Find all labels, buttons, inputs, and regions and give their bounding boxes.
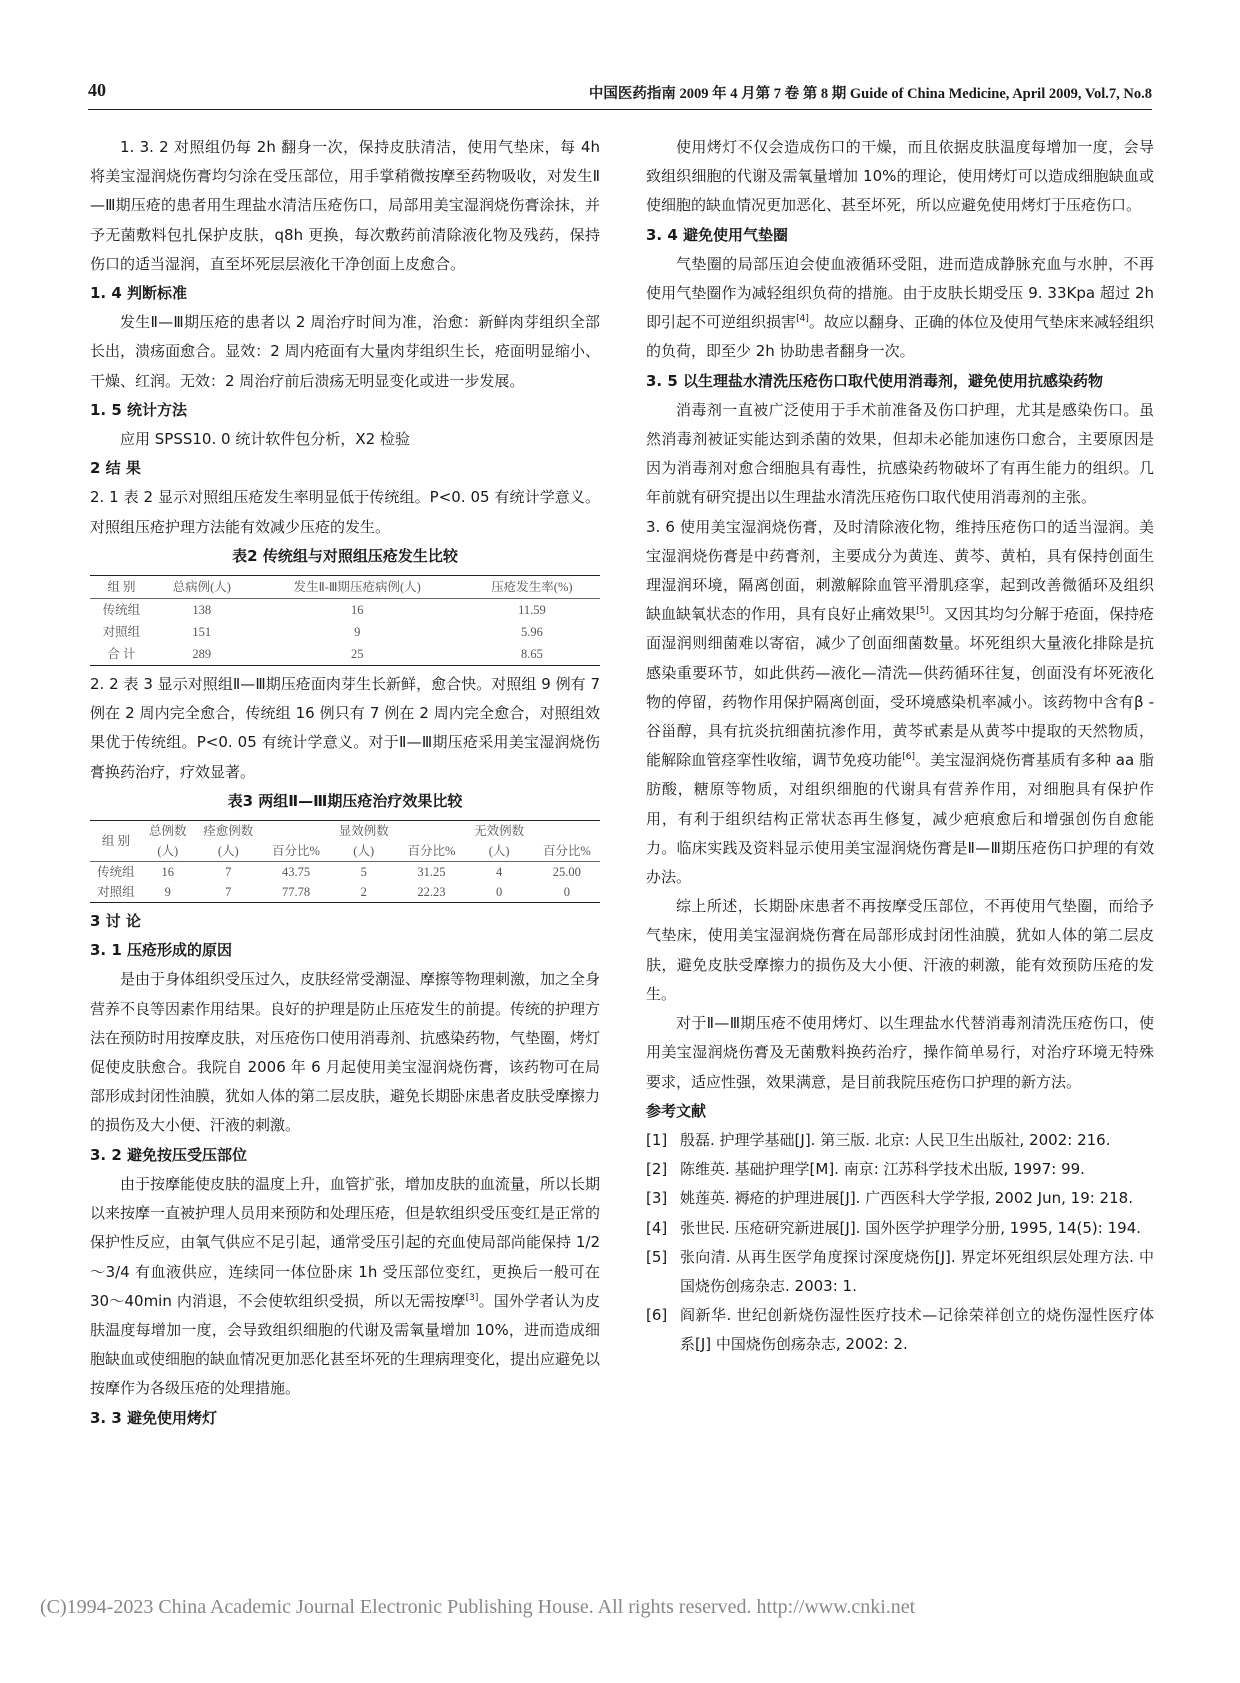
table-2 [90, 575, 600, 666]
reference-text: 殷磊. 护理学基础[J]. 第三版. 北京: 人民卫生出版社, 2002: 216. [680, 1130, 1111, 1149]
table-cell: 0 [465, 882, 534, 903]
heading-3-3: 3. 3 避免使用烤灯 [90, 1408, 218, 1427]
table-header: (人) [353, 844, 375, 859]
table-cell: 2 [329, 882, 398, 903]
reference-item [646, 1184, 1154, 1213]
table-cell: 31.25 [417, 865, 446, 880]
table-cell: 4 [495, 865, 503, 880]
table-cell: 22.23 [398, 882, 464, 903]
reference-number: [6] [646, 1306, 668, 1325]
table-cell: 传统组 [102, 603, 141, 618]
heading-3-2: 3. 2 避免按压受压部位 [90, 1145, 248, 1164]
table-row [90, 621, 600, 643]
table-cell: 合 计 [90, 643, 153, 666]
table-header: 痊愈例数 [194, 821, 263, 842]
journal-header: 中国医药指南 2009 年 4 月第 7 卷 第 8 期 Guide of China Medicine, April 2009, Vol.7, No.8 [588, 86, 1152, 102]
reference-text: 陈维英. 基础护理学[M]. 南京: 江苏科学技术出版, 1997: 99. [680, 1160, 1085, 1179]
table-header: 百分比% [542, 844, 591, 859]
paragraph-3-5: 消毒剂一直被广泛使用于手术前准备及伤口护理，尤其是感染伤口。虽然消毒剂被证实能达到杀菌的效果，但却未必能加速伤口愈合，主要原因是因为消毒剂对愈合细胞具有毒性，抗感染药物破坏了有再生能力的组织。几年前就有研究提出以生理盐水清洗压疮伤口取代使用消毒剂的主张。 [646, 400, 1154, 507]
paragraph-3-6-part-a: 3. 6 使用美宝湿润烧伤膏，及时清除液化物，维持压疮伤口的适当湿润。美宝湿润烧伤膏是中药膏剂，主要成分为黄连、黄芩、黄柏，具有保持创面生理湿润环境，隔离创面，刺激解除血管平滑肌痉挛，起到改善微循环及组织缺血缺氧状态的作用，具有良好止痛效果 [646, 517, 1154, 624]
heading-1-5: 1. 5 统计方法 [90, 400, 188, 419]
table-3 [90, 820, 600, 903]
heading-1-4: 1. 4 判断标准 [90, 284, 188, 303]
table-cell: 16 [350, 603, 364, 618]
reference-item [646, 1126, 1154, 1155]
left-column [90, 133, 600, 1433]
table-header: 组 别 [90, 821, 142, 862]
summary-paragraph-2: 对于Ⅱ—Ⅲ期压疮不使用烤灯、以生理盐水代替消毒剂清洗压疮伤口，使用美宝湿润烧伤膏及无菌敷料换药治疗，操作简单易行，对治疗环境无特殊要求，适应性强，效果满意，是目前我院压疮伤口护理的新方法。 [646, 1014, 1154, 1091]
reference-text: 阎新华. 世纪创新烧伤湿性医疗技术—记徐荣祥创立的烧伤湿性医疗体系[J] 中国烧伤创疡杂志, 2002: 2. [680, 1306, 1154, 1354]
heading-3-5: 3. 5 以生理盐水清洗压疮伤口取代使用消毒剂，避免使用抗感染药物 [646, 371, 1104, 390]
paragraph-3-6-part-c: 。美宝湿润烧伤膏基质有多种 aa 脂肪酸，糖原等物质，对组织细胞的代谢具有营养作用，对细胞具有保护作用，有利于组织结构正常状态再生修复，减少疤痕愈后和增强创伤自愈能力。临床实践及资料显示使用美宝湿润烧伤膏是Ⅱ—Ⅲ期压疮伤口护理的有效办法。 [646, 751, 1154, 887]
table-cell: 9 [354, 625, 361, 640]
table-cell: 138 [192, 603, 212, 618]
paragraph-3-4-part-b: 。故应以翻身、正确的体位及使用气垫床来减轻组织的负荷，即至少 2h 协助患者翻身一次。 [646, 313, 1154, 361]
table-cell: 43.75 [281, 865, 311, 880]
reference-number: [5] [646, 1247, 668, 1266]
citation-3: [3] [465, 1292, 479, 1303]
copyright-footer: (C)1994-2023 China Academic Journal Electronic Publishing House. All rights reserved. http://www.cnki.net [40, 1596, 916, 1618]
heading-2: 2 结 果 [90, 459, 141, 478]
table-cell: 16 [161, 865, 175, 880]
paragraph-3-3: 使用烤灯不仅会造成伤口的干燥，而且依据皮肤温度每增加一度，会导致组织细胞的代谢及需氧量增加 10%的理论，使用烤灯可以造成细胞缺血或使细胞的缺血情况更加恶化、甚至坏死，所以应避免使用烤灯于压疮伤口。 [646, 138, 1154, 215]
paragraph-3-2 [90, 1170, 600, 1404]
reference-number: [2] [646, 1160, 668, 1179]
reference-item [646, 1214, 1154, 1243]
heading-3-1: 3. 1 压疮形成的原因 [90, 941, 233, 960]
right-column [646, 133, 1154, 1360]
reference-number: [3] [646, 1189, 668, 1208]
table-cell: 7 [194, 882, 263, 903]
table-header: 显效例数 [329, 821, 398, 842]
paragraph-3-2-part-a: 由于按摩能使皮肤的温度上升，血管扩张，增加皮肤的血流量，所以长期以来按摩一直被护理人员用来预防和处理压疮，但是软组织受压变红是正常的保护性反应，由氧气供应不足引起，通常受压引起的充血使局部尚能保持 1/2～3/4 有血液供应，连续同一体位卧床 1h 受压部位变红，更换后一般可在 30～40min 内消退，不会使软组织受损，所以无需按摩 [90, 1174, 601, 1310]
reference-item [646, 1243, 1154, 1301]
table-header [398, 821, 464, 842]
reference-number: [4] [646, 1218, 668, 1237]
table-cell: 25.00 [552, 865, 581, 880]
table-row [90, 643, 600, 666]
table-cell: 77.78 [263, 882, 329, 903]
table-header: 总例数 [142, 821, 194, 842]
paragraph-3-4-part-a: 气垫圈的局部压迫会使血液循环受阻，进而造成静脉充血与水肿，不再使用气垫圈作为减轻组织负荷的措施。由于皮肤长期受压 9. 33Kpa 超过 2h 即引起不可逆组织损害 [646, 254, 1154, 332]
table-header [263, 821, 329, 842]
table-row [90, 882, 600, 903]
table-header: (人) [488, 844, 510, 859]
table-cell: 0 [534, 882, 600, 903]
heading-3-4: 3. 4 避免使用气垫圈 [646, 225, 789, 244]
paragraph-3-2-part-b: 。国外学者认为皮肤温度每增加一度，会导致组织细胞的代谢及需氧量增加 10%，进而造成细胞缺血或使细胞的缺血情况更加恶化甚至坏死的生理病理变化，提出应避免以按摩作为各级压疮的处理措施。 [90, 1291, 601, 1398]
table-row [90, 862, 600, 883]
table-cell: 25 [251, 643, 464, 666]
table-header: 无效例数 [465, 821, 534, 842]
paragraph-3-6-part-b: 。又因其均匀分解于疮面，保持疮面湿润则细菌难以寄宿，减少了创面细菌数量。坏死组织大量液化排除是抗感染重要环节，如此供药—液化—清洗—供药循环往复，创面没有坏死液化物的停留，药物作用保护隔离创面，受环境感染机率减小。该药物中含有β - 谷甾醇，具有抗炎抗细菌抗渗作用，黄芩甙素是从黄芩中提取的天然物质，能解除血管痉挛性收缩，调节免疫功能 [646, 605, 1154, 770]
table-2-caption: 表2 传统组与对照组压疮发生比较 [232, 546, 458, 565]
table-header: 百分比% [407, 844, 456, 859]
header-rule [88, 109, 1152, 110]
table-header: (人) [217, 844, 239, 859]
table-cell: 对照组 [90, 882, 142, 903]
citation-6: [6] [902, 752, 915, 763]
page-number: 40 [88, 80, 106, 100]
section-1-3-2: 1. 3. 2 对照组仍每 2h 翻身一次，保持皮肤清洁，使用气垫床，每 4h 将美宝湿润烧伤膏均匀涂在受压部位，用手掌稍微按摩至药物吸收，对发生Ⅱ—Ⅲ期压疮的患者用生理盐水清洁压疮伤口，局部用美宝湿润烧伤膏涂抹，并予无菌敷料包扎保护皮肤，q8h 更换，每次敷药前清除液化物及残药，保持伤口的适当湿润，直至坏死层层液化干净创面上皮愈合。 [90, 138, 600, 273]
references-title: 参考文献 [646, 1101, 707, 1120]
paragraph-3-1: 是由于身体组织受压过久，皮肤经常受潮湿、摩擦等物理刺激，加之全身营养不良等因素作用结果。良好的护理是防止压疮发生的前提。传统的护理方法在预防时用按摩皮肤，对压疮伤口使用消毒剂、抗感染药物，气垫圈，烤灯促使皮肤愈合。我院自 2006 年 6 月起使用美宝湿润烧伤膏，该药物可在局部形成封闭性油膜，犹如人体的第二层皮肤，避免长期卧床患者皮肤受摩擦力的损伤及大小便、汗液的刺激。 [90, 970, 601, 1135]
table-cell: 289 [153, 643, 251, 666]
table-header: 百分比% [272, 844, 320, 859]
table-row [90, 599, 600, 622]
table-cell: 7 [225, 865, 232, 880]
paragraph-1-4: 发生Ⅱ—Ⅲ期压疮的患者以 2 周治疗时间为准，治愈：新鲜肉芽组织全部长出，溃疡面愈合。显效：2 周内疮面有大量肉芽组织生长，疮面明显缩小、干燥、红润。无效：2 周治疗前后溃疡无明显变化或进一步发展。 [90, 313, 600, 390]
reference-list [646, 1126, 1154, 1360]
citation-4: [4] [796, 314, 809, 325]
paragraph-1-5: 应用 SPSS10. 0 统计软件包分析，X2 检验 [120, 430, 410, 449]
table-cell: 11.59 [518, 603, 546, 618]
table-header: 组 别 [90, 576, 153, 599]
reference-text: 姚莲英. 褥疮的护理进展[J]. 广西医科大学学报, 2002 Jun, 19: 218. [680, 1189, 1133, 1208]
table-header: 压疮发生率(%) [464, 576, 600, 599]
summary-paragraph-1: 综上所述，长期卧床患者不再按摩受压部位，不再使用气垫圈，而给予气垫床，使用美宝湿润烧伤膏在局部形成封闭性油膜，犹如人体的第二层皮肤，避免皮肤受摩擦力的损伤及大小便、汗液的刺激，能有效预防压疮的发生。 [646, 897, 1154, 1003]
paragraph-3-6 [646, 513, 1154, 893]
table-cell: 5 [360, 865, 367, 880]
table-header: 发生Ⅱ-Ⅲ期压疮病例(人) [251, 576, 464, 599]
paragraph-2-2: 2. 2 表 3 显示对照组Ⅱ—Ⅲ期压疮面肉芽生长新鲜，愈合快。对照组 9 例有 7 例在 2 周内完全愈合，传统组 16 例只有 7 例在 2 周内完全愈合，对照组效果优于传统组。P<0. 05 有统计学意义。对于Ⅱ—Ⅲ期压疮采用美宝湿润烧伤膏换药治疗，疗效显著。 [90, 675, 600, 781]
reference-item [646, 1301, 1154, 1359]
reference-text: 张世民. 压疮研究新进展[J]. 国外医学护理学分册, 1995, 14(5): 194. [680, 1218, 1142, 1237]
heading-3: 3 讨 论 [90, 912, 141, 931]
paragraph-3-4 [646, 250, 1154, 367]
table-cell: 对照组 [102, 625, 141, 640]
table-cell: 9 [142, 882, 194, 903]
reference-text: 张向清. 从再生医学角度探讨深度烧伤[J]. 界定坏死组织层处理方法. 中国烧伤创疡杂志. 2003: 1. [680, 1247, 1154, 1295]
table-cell: 传统组 [97, 865, 135, 880]
reference-item [646, 1155, 1154, 1184]
paragraph-2-1: 2. 1 表 2 显示对照组压疮发生率明显低于传统组。P<0. 05 有统计学意义。对照组压疮护理方法能有效减少压疮的发生。 [90, 488, 600, 536]
table-header [534, 821, 600, 842]
table-cell: 8.65 [464, 643, 600, 666]
table-header: (人) [157, 844, 179, 859]
reference-number: [1] [646, 1130, 668, 1149]
table-header: 总病例(人) [153, 576, 251, 599]
table-cell: 151 [192, 625, 212, 640]
table-3-caption: 表3 两组Ⅱ—Ⅲ期压疮治疗效果比较 [227, 791, 463, 810]
table-cell: 5.96 [520, 625, 543, 640]
citation-5: [5] [916, 606, 929, 617]
